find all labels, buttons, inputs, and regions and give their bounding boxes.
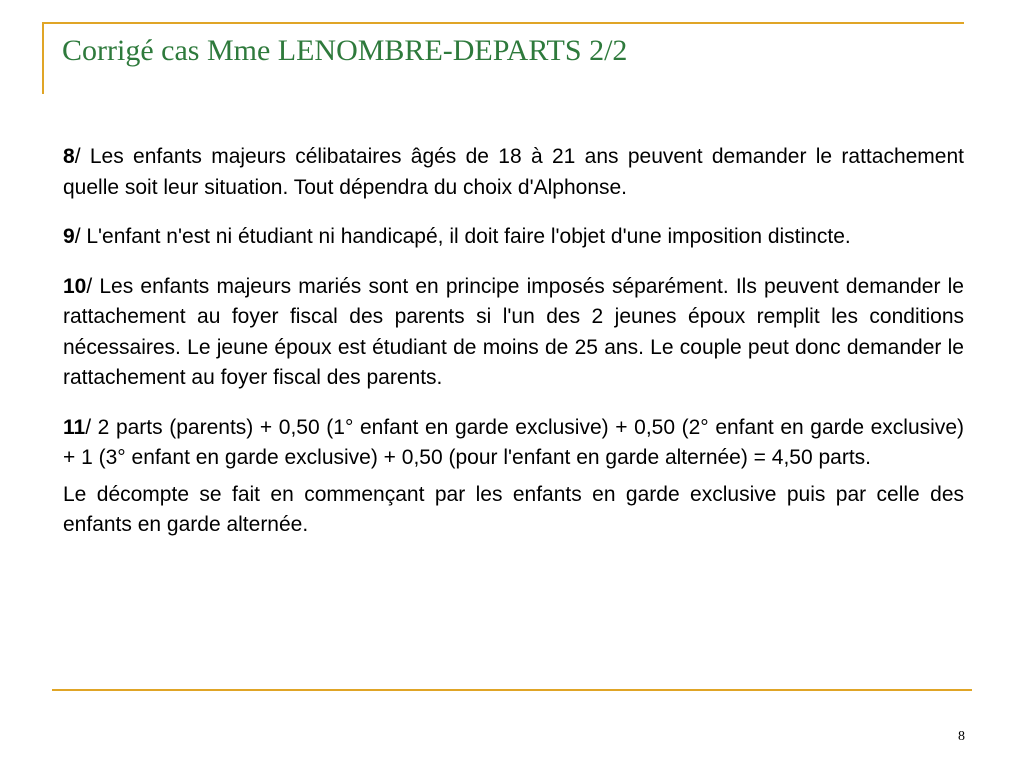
title-frame-left-line — [42, 22, 44, 94]
item-number: 11 — [63, 415, 86, 439]
item-number: 10 — [63, 274, 87, 298]
item-text: / Les enfants majeurs célibataires âgés de 18 à 21 ans peuvent demander le rattachement quelle soit leur situation. Tout dépendra du choix d'Alphonse. — [63, 145, 964, 199]
page-number: 8 — [958, 729, 965, 744]
item-number: 9 — [63, 225, 75, 248]
item-11 — [63, 413, 964, 474]
item-number: 8 — [63, 145, 75, 168]
slide-title: Corrigé cas Mme LENOMBRE-DEPARTS 2/2 — [62, 34, 628, 67]
item-10 — [63, 272, 964, 394]
item-text: / L'enfant n'est ni étudiant ni handicapé, il doit faire l'objet d'une imposition distincte. — [74, 225, 851, 248]
bottom-rule — [52, 689, 972, 691]
item-8 — [63, 142, 964, 203]
item-text: / Les enfants majeurs mariés sont en principe imposés séparément. Ils peuvent demander le rattachement au foyer fiscal des parents si l'un des 2 jeunes époux remplit les conditions nécessaires. Le jeune époux est étudiant de moins de 25 ans. Le couple peut donc demander le rattachement au foyer fiscal des parents. — [63, 274, 964, 389]
closing-note: Le décompte se fait en commençant par les enfants en garde exclusive puis par celle des enfants en garde alternée. — [63, 482, 964, 536]
slide-content — [63, 142, 964, 560]
item-text: / 2 parts (parents) + 0,50 (1° enfant en garde exclusive) + 0,50 (2° enfant en garde exclusive) + 1 (3° enfant en garde exclusive) + 0,50 (pour l'enfant en garde alternée) = 4,50 parts. — [63, 415, 964, 469]
title-frame-top-line — [42, 22, 964, 24]
item-9 — [63, 222, 964, 253]
